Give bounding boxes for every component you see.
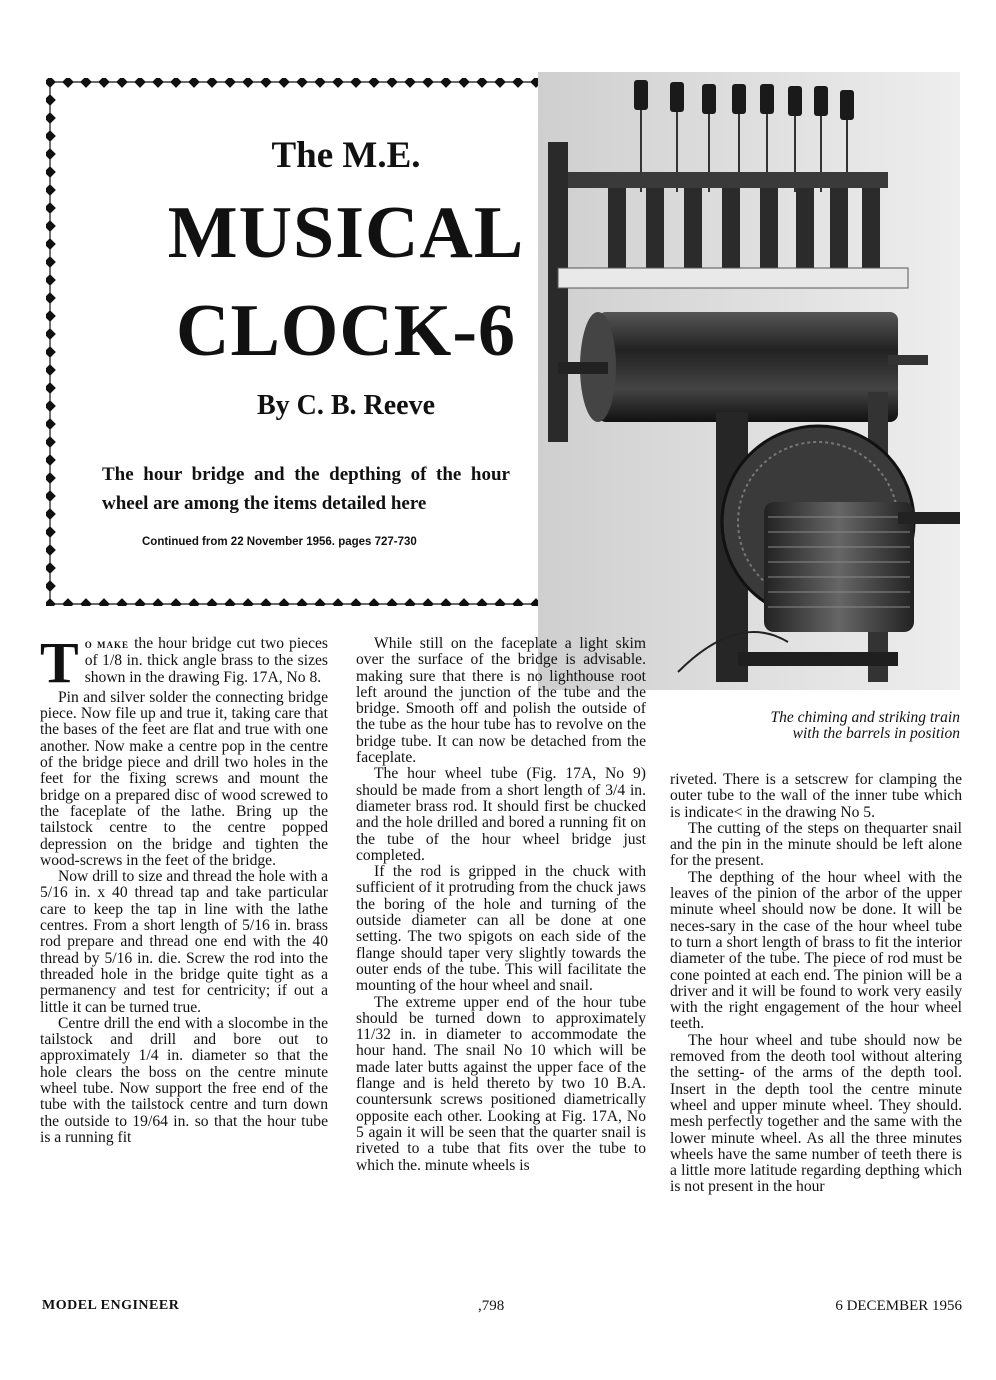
border-diamond <box>297 599 307 606</box>
paragraph: The hour wheel tube (Fig. 17A, No 9) should be made from a short length of 3/4 in. diameter brass rod. It should first be chucked and the hole drilled and bored a running fit on the tube of the hour wheel bridge just completed. <box>356 765 646 864</box>
border-diamond <box>189 599 199 606</box>
border-diamond <box>315 599 325 606</box>
border-diamond <box>46 473 55 483</box>
border-diamond <box>513 599 523 606</box>
clock-mechanism-photo <box>538 72 960 690</box>
border-diamond <box>351 78 361 87</box>
footer-publication: MODEL ENGINEER <box>42 1298 180 1313</box>
border-diamond <box>46 599 55 606</box>
border-diamond <box>117 78 127 87</box>
border-diamond <box>171 78 181 87</box>
border-diamond <box>369 599 379 606</box>
border-diamond <box>99 78 109 87</box>
border-diamond <box>261 78 271 87</box>
border-diamond <box>46 113 55 123</box>
paragraph: The extreme upper end of the hour tube should be turned down to approximately 11/32 in. in diameter to accommodate the hour hand. The snail No 10 which will be made later butts against the upper face of the flange and is held thereto by two 10 B.A. countersunk screws positioned diametrically opposite each other. Looking at Fig. 17A, No 5 again it will be seen that the quarter snail is riveted to a tube that fits over the tube to which the. minute wheels is <box>356 993 646 1174</box>
border-diamond <box>46 545 55 555</box>
paragraph: Pin and silver solder the connecting bridge piece. Now file up and true it, taking care that the bases of the feet are flat and true with one another. Now make a centre pop in the centre of the bridge piece and drill two holes in the feet for the fixing screws and mount the bridge on a prepared disc of wood screwed to the faceplate of the lathe. Bring up the tailstock centre to the centre popped depression on the bridge and tighten the wood-screws in the feet of the bridge. <box>40 688 328 869</box>
lead-smallcaps: O MAKE <box>84 640 130 650</box>
paragraph: The depthing of the hour wheel with the leaves of the pinion of the arbor of the upper minute wheel should now be done. It will be neces-sary in the case of the hour wheel tube to turn a short length of brass to fit the interior diameter of the tube. The piece of rod must be cone pointed at each end. The pinion will be a driver and it will be found to work very easily with the right engagement of the hour wheel teeth. <box>670 868 962 1033</box>
border-diamond <box>46 581 55 591</box>
border-diamond <box>46 185 55 195</box>
paragraph-text: the hour bridge cut two pieces of 1/8 in. thick angle brass to the sizes shown in the drawing Fig. 17A, No 8. <box>84 635 329 686</box>
caption-line-2: with the barrels in position <box>792 725 960 742</box>
border-diamond <box>225 599 235 606</box>
border-diamond <box>441 78 451 87</box>
border-diamond <box>46 78 55 87</box>
border-diamond <box>387 78 397 87</box>
border-diamond <box>46 437 55 447</box>
border-diamond <box>46 527 55 537</box>
border-diamond <box>405 78 415 87</box>
paragraph <box>40 630 329 695</box>
border-diamond <box>63 599 73 606</box>
border-diamond <box>207 599 217 606</box>
photo-caption <box>668 710 960 742</box>
continued-note: Continued from 22 November 1956. pages 727-730 <box>142 536 417 548</box>
border-diamond <box>46 509 55 519</box>
article-column-1 <box>40 630 329 1146</box>
border-diamond <box>46 455 55 465</box>
border-diamond <box>99 599 109 606</box>
paragraph: The cutting of the steps on thequarter snail and the pin in the minute should be left alone for the present. <box>670 819 962 870</box>
border-diamond <box>477 78 487 87</box>
border-diamond <box>46 95 55 105</box>
border-diamond <box>135 599 145 606</box>
border-diamond <box>477 599 487 606</box>
border-diamond <box>63 78 73 87</box>
border-diamond <box>333 599 343 606</box>
border-diamond <box>171 599 181 606</box>
paragraph: If the rod is gripped in the chuck with sufficient of it protruding from the chuck jaws the boring of the hole and turning of the outside diameter can all be done at one setting. The two spigots on each side of the flange should taper very slightly towards the outer ends of the tube. This will facilitate the mounting of the hour wheel and snail. <box>356 863 646 995</box>
title-line-2: CLOCK-6 <box>176 290 516 372</box>
border-diamond <box>207 78 217 87</box>
border-diamond <box>46 275 55 285</box>
border-diamond <box>387 599 397 606</box>
byline: By C. B. Reeve <box>256 390 436 421</box>
title-line-1: MUSICAL <box>167 192 525 274</box>
border-diamond <box>369 78 379 87</box>
border-diamond <box>153 599 163 606</box>
border-diamond <box>261 599 271 606</box>
border-diamond <box>189 78 199 87</box>
border-diamond <box>243 78 253 87</box>
paragraph: The hour wheel and tube should now be removed from the deoth tool without altering the setting- of the arms of the depth tool. Insert in the depth tool the centre minute wheel and upper minute wheel. They should. mesh perfectly together and the same with the lower minute wheel. As all the three minutes wheels have the same number of teeth there is a little more latitude regarding depthing which is not present in the hour <box>670 1031 962 1196</box>
paragraph: riveted. There is a setscrew for clamping the outer tube to the wall of the inner tube which is indicate< in the drawing No 5. <box>670 771 962 821</box>
border-diamond <box>117 599 127 606</box>
border-diamond <box>423 599 433 606</box>
border-diamond <box>81 599 91 606</box>
border-diamond <box>333 78 343 87</box>
paragraph: Centre drill the end with a slocombe in the tailstock and drill and bore out to approximately 1/4 in. diameter so that the hole clears the boss on the centre minute wheel tube. Now support the free end of the tube with the tailstock centre and turn down the outside to 19/64 in. so that the hour tube is a running fit <box>40 1014 328 1146</box>
footer-page-number: ,798 <box>478 1298 505 1314</box>
paragraph: Now drill to size and thread the hole with a 5/16 in. x 40 thread tap and take particular care to keep the tap in line with the lathe centres. From a short length of 5/16 in. brass rod prepare and thread one end with the 40 thread by 5/16 in. die. Screw the rod into the threaded hole in the bridge quite tight as a permanency and test for centricity; if out a little it can be turned true. <box>40 868 328 1016</box>
border-diamond <box>459 78 469 87</box>
border-diamond <box>351 599 361 606</box>
border-diamond <box>46 563 55 573</box>
deck-text: The hour bridge and the depthing of the hour wheel are among the items detailed here <box>102 464 510 514</box>
border-diamond <box>81 78 91 87</box>
footer-date: 6 DECEMBER 1956 <box>835 1298 962 1314</box>
border-diamond <box>135 78 145 87</box>
border-diamond <box>441 599 451 606</box>
border-diamond <box>297 78 307 87</box>
border-diamond <box>495 599 505 606</box>
border-diamond <box>513 78 523 87</box>
drop-cap: T <box>40 630 79 695</box>
border-diamond <box>423 78 433 87</box>
article-column-2 <box>356 636 646 1174</box>
border-diamond <box>315 78 325 87</box>
border-diamond <box>225 78 235 87</box>
caption-line-1: The chiming and striking train <box>770 709 960 726</box>
border-diamond <box>459 599 469 606</box>
article-column-3 <box>670 772 962 1196</box>
paragraph: While still on the faceplate a light skim over the surface of the bridge is advisable. making sure that there is no lighthouse root left around the junction of the tube and the bridge. Smooth off and polish the outside of the tube as the hour tube has to revolve on the bridge tube. It can now be detached from the faceplate. <box>356 635 646 767</box>
border-diamond <box>46 491 55 501</box>
title-kicker: The M.E. <box>271 135 421 176</box>
border-diamond <box>405 599 415 606</box>
border-diamond <box>279 78 289 87</box>
border-diamond <box>243 599 253 606</box>
border-diamond <box>279 599 289 606</box>
border-diamond <box>153 78 163 87</box>
border-diamond <box>495 78 505 87</box>
